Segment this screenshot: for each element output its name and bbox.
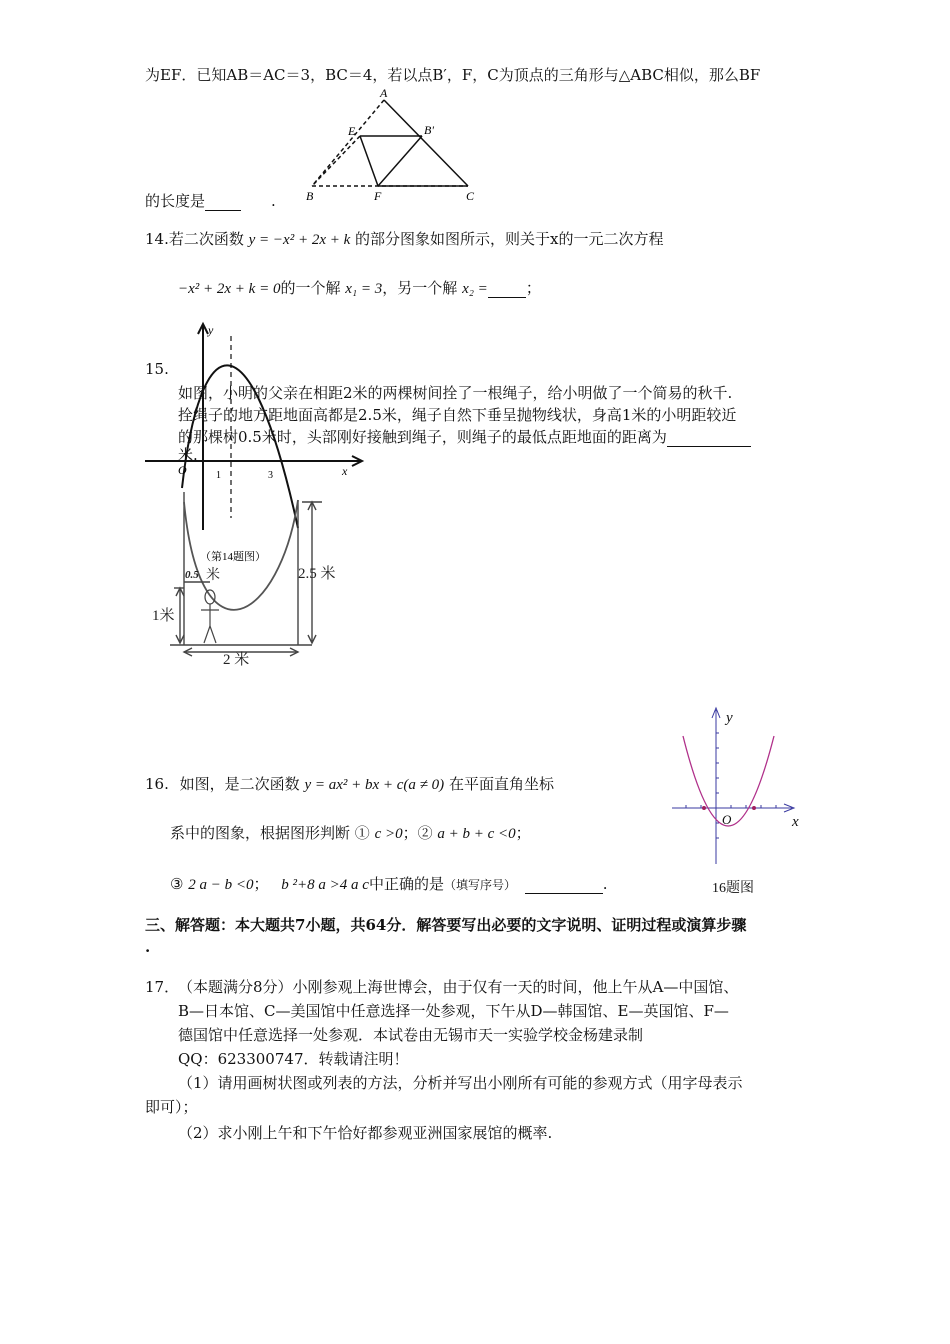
q17-line6: 即可）； bbox=[145, 1098, 198, 1116]
q16-hint: （填写序号） bbox=[443, 878, 516, 892]
q17-line5: （1）请用画树状图或列表的方法，分析并写出小刚所有可能的参观方式（用字母表示 bbox=[178, 1074, 743, 1092]
q17-line4: QQ：623300747．转载请注明！ bbox=[178, 1050, 409, 1068]
q16-condition-1: c >0 bbox=[374, 826, 403, 842]
q14-answer-blank bbox=[488, 279, 526, 298]
label-origin: O bbox=[722, 812, 732, 827]
q14-line1 bbox=[145, 228, 664, 249]
q15-line3 bbox=[178, 426, 751, 447]
label-y: y bbox=[208, 323, 214, 337]
q16-condition-3: 2 a − b <0 bbox=[188, 877, 254, 893]
label-1-meter: 1米 bbox=[152, 608, 175, 624]
q17-line7: （2）求小刚上午和下午恰好都参观亚洲国家展馆的概率. bbox=[178, 1124, 553, 1142]
q13-triangle-figure bbox=[300, 86, 490, 206]
q13-answer-blank bbox=[205, 192, 241, 211]
q14-x1: x₁ = 3 bbox=[345, 281, 383, 297]
section-3-dot: . bbox=[145, 938, 151, 956]
q16-line1b: 在平面直角坐标 bbox=[448, 775, 554, 793]
q16-line2 bbox=[170, 822, 531, 843]
q16-line3 bbox=[170, 873, 608, 894]
q16-num: 16. bbox=[145, 775, 169, 793]
q16-line2b: ；② bbox=[402, 824, 433, 842]
q17-line3: 德国馆中任意选择一处参观．本试卷由无锡市天一实验学校金杨建录制 bbox=[178, 1026, 644, 1044]
q16-line2a: 系中的图象，根据图形判断 ① bbox=[170, 824, 370, 842]
boy-figure bbox=[201, 590, 219, 643]
q14-end: ； bbox=[525, 279, 541, 297]
label-origin: O bbox=[178, 463, 187, 477]
q14-line2 bbox=[178, 277, 541, 298]
segment-ef bbox=[360, 136, 378, 186]
q17-num: 17． bbox=[145, 978, 180, 996]
q13-end: . bbox=[271, 192, 276, 210]
q14-mid: 的一个解 bbox=[280, 279, 341, 297]
segment-b-prime-f bbox=[378, 136, 422, 186]
q16-caption: 16题图 bbox=[712, 881, 754, 896]
q13-line2-text: 的长度是 bbox=[145, 192, 206, 210]
q15-swing-figure bbox=[150, 480, 350, 670]
label-y: y bbox=[726, 710, 733, 726]
q15-answer-blank bbox=[667, 428, 751, 447]
q13-line2 bbox=[145, 190, 276, 211]
side-ac bbox=[384, 100, 468, 186]
q16-end: . bbox=[602, 875, 608, 893]
q17-line2: B—日本馆、C—美国馆中任意选择一处参观，下午从D—韩国馆、E—英国馆、F— bbox=[178, 1002, 729, 1020]
q14-caption: （第14题图） bbox=[200, 551, 266, 563]
label-b: B bbox=[306, 189, 314, 203]
label-x: x bbox=[792, 814, 799, 830]
q14-equation: y = −x² + 2x + k bbox=[248, 232, 351, 248]
q16-condition-2: a + b + c <0 bbox=[437, 826, 516, 842]
q16-parabola-figure bbox=[668, 704, 813, 899]
label-2-5-meters: 2.5 米 bbox=[298, 566, 336, 582]
q14-prefix: 14.若二次函数 bbox=[145, 230, 244, 248]
label-c: C bbox=[466, 189, 475, 203]
q16-line1-text: 如图，是二次函数 bbox=[179, 775, 300, 793]
label-b-prime: B' bbox=[424, 123, 434, 137]
section-3-title: 三、解答题：本大题共7小题，共64分．解答要写出必要的文字说明、证明过程或演算步骤 bbox=[145, 916, 747, 934]
q16-answer-blank bbox=[525, 875, 603, 894]
label-0-5-unit: 米 bbox=[206, 568, 220, 583]
label-f: F bbox=[374, 189, 382, 203]
q17-line1: （本题满分8分）小刚参观上海世博会，由于仅有一天的时间，他上午从A—中国馆、 bbox=[178, 978, 739, 996]
q14-suffix: 的部分图象如图所示，则关于x的一元二次方程 bbox=[355, 230, 664, 248]
q16-equation: y = ax² + bx + c(a ≠ 0) bbox=[304, 777, 445, 793]
root-point-left bbox=[702, 806, 706, 810]
label-e: E bbox=[348, 124, 356, 138]
q15-line4: 米. bbox=[178, 446, 198, 464]
root-point-right bbox=[752, 806, 756, 810]
rope-curve bbox=[184, 500, 298, 610]
label-x: x bbox=[342, 464, 348, 478]
q16-line3b: ； bbox=[253, 875, 269, 893]
q15-num: 15. bbox=[145, 360, 169, 378]
q16-line2c: ； bbox=[515, 824, 531, 842]
q16-line3c: 中正确的是 bbox=[368, 875, 444, 893]
q15-line1: 如图，小明的父亲在相距2米的两棵树间拴了一根绳子，给小明做了一个简易的秋千. bbox=[178, 384, 733, 402]
q16-condition-4: b ²+8 a >4 a c bbox=[281, 877, 369, 893]
label-a: A bbox=[380, 86, 388, 100]
q16-line3a: ③ bbox=[170, 875, 184, 893]
segment-eb-dashed bbox=[312, 136, 360, 186]
label-tick-1: 1 bbox=[216, 470, 221, 481]
q15-line2: 拴绳子的地方距地面高都是2.5米，绳子自然下垂呈抛物线状，身高1米的小明距较近 bbox=[178, 406, 737, 424]
q14-x2: x₂ = bbox=[462, 281, 488, 297]
q13-line1: 为EF．已知AB＝AC＝3，BC＝4，若以点B′，F，C为顶点的三角形与△ABC相似，那么BF bbox=[145, 66, 761, 84]
q16-line1 bbox=[145, 773, 554, 794]
label-tick-3: 3 bbox=[268, 470, 273, 481]
label-0-5: 0.5 bbox=[185, 569, 199, 581]
q14-equation2: −x² + 2x + k = 0 bbox=[178, 281, 281, 297]
q15-line3-text: 的那棵树0.5米时，头部刚好接触到绳子，则绳子的最低点距地面的距离为 bbox=[178, 428, 667, 446]
label-2-meters: 2 米 bbox=[223, 652, 250, 668]
q14-comma: ，另一个解 bbox=[382, 279, 458, 297]
